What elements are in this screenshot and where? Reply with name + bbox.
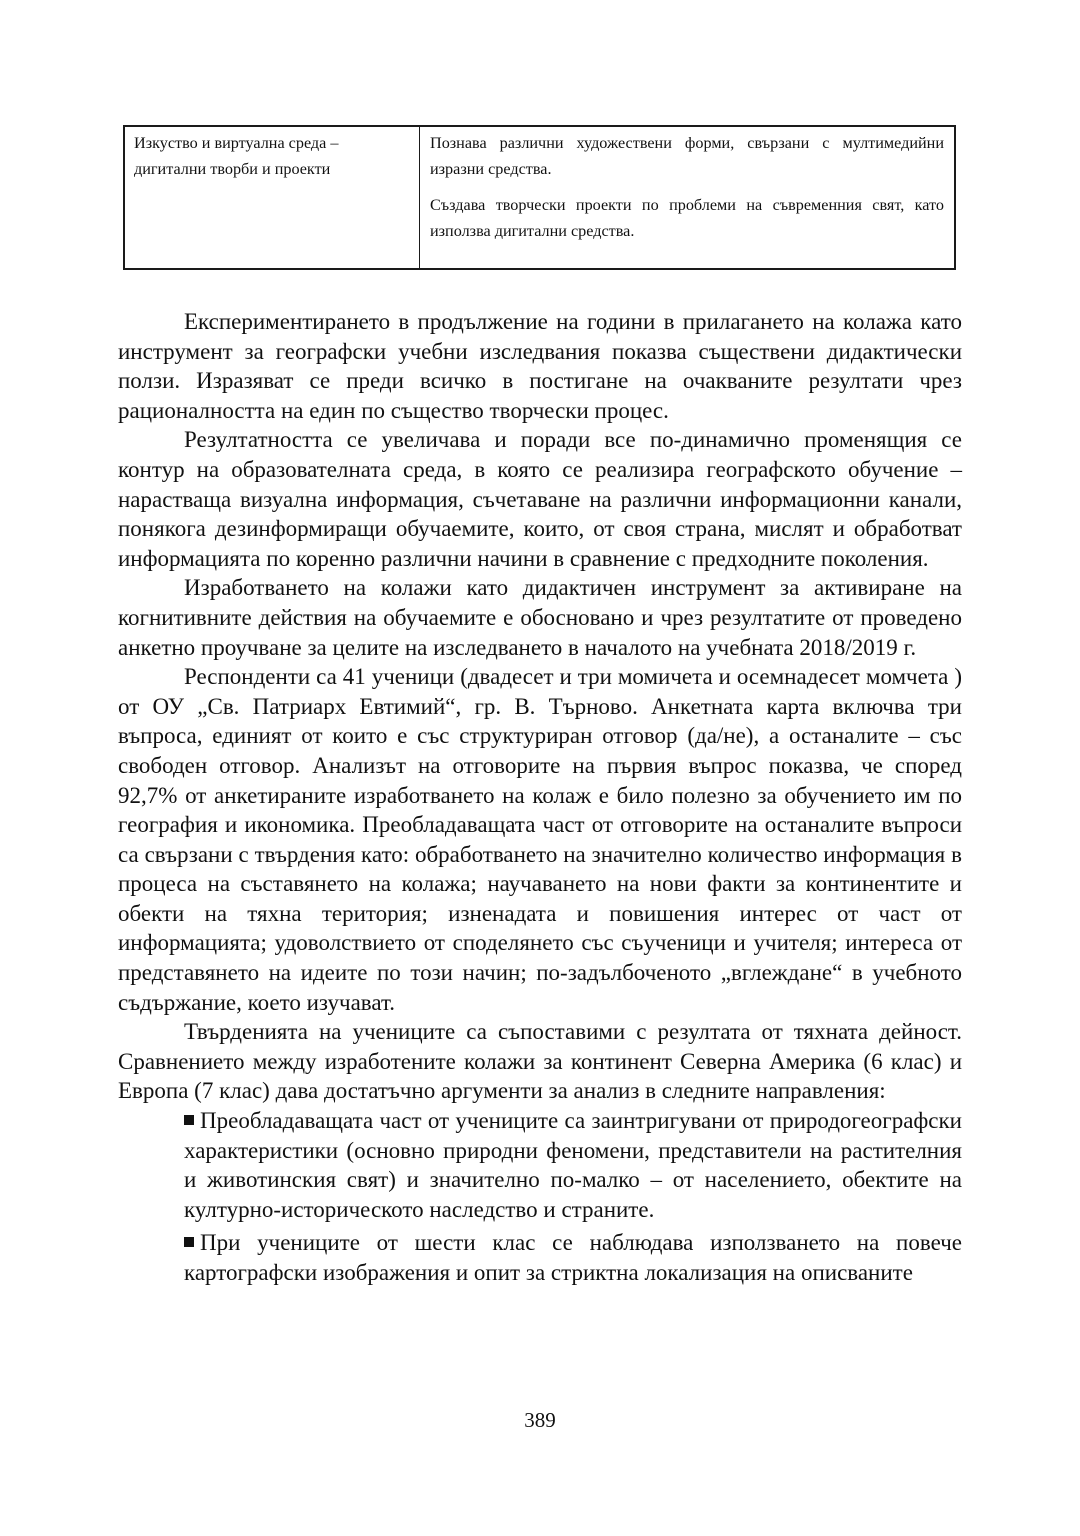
table-cell-outcomes [420, 127, 954, 268]
body-text [118, 307, 962, 1288]
paragraph: Резултатността се увеличава и поради все по-динамично променящия се контур на образователната среда, в която се реализира географското обучение – нарастваща визуална информация, съчетаване на различни информационни канали, понякога дезинформиращи обучаемите, които, от своя страна, мислят и обработват информацията по коренно различни начини в сравнение с предходните поколения. [118, 427, 962, 571]
competency-table [123, 125, 956, 270]
list-item [184, 1106, 962, 1224]
paragraph: Експериментирането в продължение на години в прилагането на колажа като инструмент за географски учебни изследвания показва съществени дидактически ползи. Изразяват се преди всичко в постигане на очакваните резултати чрез рационалността на един по същество творчески процес. [118, 309, 962, 423]
bullet-text: Преобладаващата част от учениците са заинтригувани от природогеографски характеристики (основно природни феномени, представители на растителния и животинския свят) и значително по-малко – от населението, обектите на културно-историческото наследство и страните. [184, 1108, 962, 1222]
outcome-text: Създава творчески проекти по проблеми на съвременния свят, като използва дигитални средства. [430, 196, 944, 240]
table-cell-topic: Изкуство и виртуална среда – дигитални творби и проекти [125, 127, 420, 268]
page-number: 389 [524, 1408, 556, 1432]
paragraph: Твърденията на учениците са съпоставими с резултата от тяхната дейност. Сравнението между изработените колажи за континент Северна Америка (6 клас) и Европа (7 клас) дава достатъчно аргументи за анализ в следните направления: [118, 1019, 962, 1104]
bullet-list [118, 1106, 962, 1288]
outcome-text: Познава различни художествени форми, свързани с мултимедийни изразни средства. [430, 134, 944, 178]
square-bullet-icon [184, 1115, 194, 1125]
list-item [184, 1228, 962, 1287]
paragraph: Респонденти са 41 ученици (двадесет и три момичета и осемнадесет момчета ) от ОУ „Св. Патриарх Евтимий“, гр. В. Търново. Анкетната карта включва три въпроса, единият от които е със структуриран отговор (да/не), а останалите – със свободен отговор. Анализът на отговорите на първия въпрос показва, че според 92,7% от анкетираните изработването на колаж е било полезно за обучението им по география и икономика. Преобладаващата част от отговорите на останалите въпроси са свързани с твърдения като: обработването на значително количество информация в процеса на съставянето на колажа; научаването на нови факти за континентите и обекти на тяхна територия; изненадата и повишения интерес от част от информацията; удоволствието от споделянето със съученици и учителя; интереса от представянето на идеите по този начин; по-задълбоченото „вглеждане“ в учебното съдържание, което изучават. [118, 664, 962, 1015]
bullet-text: При учениците от шести клас се наблюдава използването на повече картографски изображения и опит за стриктна локализация на описваните [184, 1230, 962, 1285]
paragraph: Изработването на колажи като дидактичен инструмент за активиране на когнитивните действия на обучаемите е обосновано и чрез резултатите от проведено анкетно проучване за целите на изследването в началото на учебната 2018/2019 г. [118, 575, 962, 660]
square-bullet-icon [184, 1237, 194, 1247]
